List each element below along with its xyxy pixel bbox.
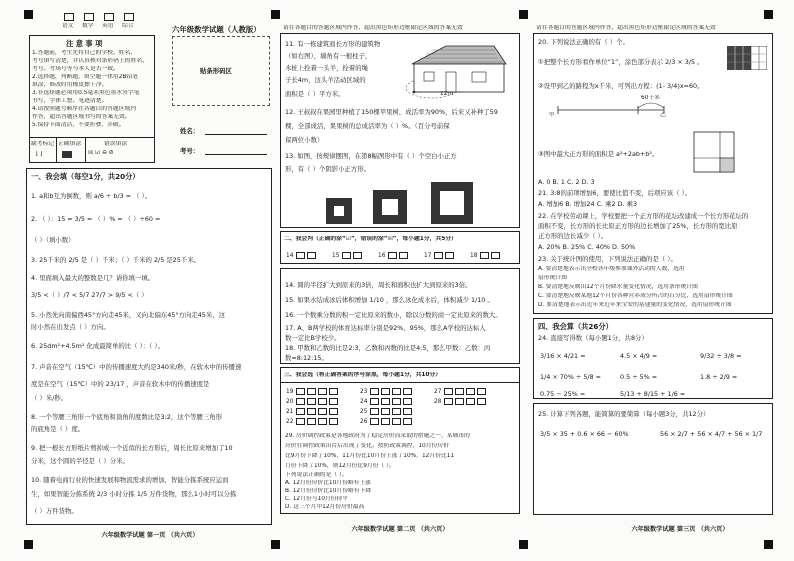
option-line: C. 要清楚地反映某地12个月份各种营养成分所占的百分比，选用扇形统计图	[538, 293, 733, 299]
option-line: A. 要清楚地表示出全校各年级参加课外活动的人数，选用	[538, 266, 685, 272]
correct-fill-label: 正确填涂	[58, 141, 82, 147]
question-line: 房价在调控政策出台后出现了变化。按照政策调控，10月份房价	[285, 443, 449, 449]
diagram-label: 60千米	[641, 95, 660, 101]
calc-item: 9/32 ÷ 3/8 =	[700, 352, 742, 360]
question-line: 4. 里面填入最大的整数是几？请你填一填。	[31, 274, 155, 282]
calc-item: 1.8 ÷ 2/9 =	[700, 373, 738, 381]
calc-item: 1/4 × 70% ÷ 5/8 =	[540, 373, 601, 381]
registration-mark	[519, 540, 528, 549]
calc-item: 0.75 − 25% =	[540, 390, 586, 398]
wrong-fill-label: 错误填涂	[104, 141, 128, 147]
area-banner: 请在各题目的答题区域内作答，超出黑色矩形边框限定区域的答案无效	[283, 25, 463, 31]
option-line: D. 这三个月中12月份房价最高	[285, 504, 365, 510]
question-line: 21. 3:8的前项增加6，要使比值不变，后项应该（ ）。	[538, 189, 692, 197]
subquestion-title: 25. 计算下列各题，能简算的要简算（每小题3分，共12分）	[538, 410, 710, 418]
subject-label: 综合	[122, 23, 134, 29]
instruction-line: 3.非选择题必须用0.5毫米黑色墨水签字笔	[32, 90, 140, 96]
instruction-line: 1.答题前，考生先将自己的学校、姓名、	[32, 50, 137, 56]
wall-length-label: 12m	[440, 91, 454, 97]
page-footer: 六年级数学试题 第二页 （共六页）	[351, 526, 449, 533]
option-line: D. 要清楚地表示出近年来近年来宝安的基建量的变化情况，选用扇形统计图	[538, 302, 732, 308]
question-line: 正方形的边长减少（ ）。	[538, 232, 608, 240]
barcode-area-label: 贴条形码区	[200, 67, 232, 75]
registration-mark	[271, 10, 280, 19]
registration-mark	[271, 540, 280, 549]
question-line: 木桩上拴着一头羊，拴着的绳	[285, 64, 369, 72]
exam-no-label: 考号：	[180, 147, 200, 155]
judge-cell[interactable]: 15	[332, 252, 363, 260]
option-line: C. 12月份与10月份持平	[285, 496, 349, 502]
question-line: 时小然在出发点（ ）方向。	[31, 323, 110, 331]
subject-box[interactable]	[64, 13, 74, 21]
choice-cell[interactable]: 21	[286, 408, 339, 416]
pattern-blank	[334, 206, 344, 216]
question-line: 数=8:12:15。	[285, 354, 328, 362]
question-line: 22. 在学校劳动课上，学校要把一个正方形的花坛改建成一个长方形花坛的	[538, 212, 749, 220]
divider	[56, 137, 57, 163]
option-line: A. 0 B. 1 C. 2 D. 3	[538, 178, 595, 186]
question-line: 3. 25千米的 2/5 是（ ）千米；（ ）千米的 2/5 是25千米。	[31, 256, 200, 264]
question-line: 5. 小然先向南偏西45°方向走45米，又向北偏东45°方向走45米，这	[31, 311, 226, 319]
question-line: 16. 一个数乘分数的积一定比原来的数小，除以分数的商一定比原来的数大。	[285, 311, 502, 319]
instruction-line: 5.保持卡面清洁，不要折叠、弄破。	[32, 122, 125, 128]
subject-box[interactable]	[124, 13, 134, 21]
question-line: （ ）米/秒。	[31, 394, 68, 402]
question-line: 11. 有一栋建筑面长方形的建筑物	[285, 40, 381, 48]
option-line: 扇形统计图	[538, 275, 567, 281]
instruction-line: 2.选择题，判断题，填空题一律用2B铅笔	[32, 74, 138, 80]
choice-cell[interactable]: 19	[286, 388, 339, 396]
question-line: 3/5 <（ ）/7 < 5/7 27/7 > 9/5 <（ ）	[31, 291, 148, 299]
judge-cell[interactable]: 16	[378, 252, 409, 260]
calc-item: 3/5 × 35 + 0.6 × 66 − 60%	[540, 430, 629, 438]
instruction-line: 填涂，修改时用橡皮擦干净。	[32, 82, 108, 88]
question-line: 1. a和b互为倒数，则 a/6 ÷ b/3 = （ ）。	[31, 192, 152, 200]
question-line: 月份下降了10%，则12月份比9月份（ ）。	[285, 463, 395, 469]
question-line: 7. 声音在空气（15℃）中的传播速度大约是340米/秒，在软木中的传播速	[31, 363, 242, 371]
question-line: 2. （ ）：15 = 3/5 = （ ）% = （ ）÷60 =	[31, 215, 161, 223]
question-line: 14. 圆的半径扩大到原来的3倍，周长和面积也扩大到原来的3倍。	[285, 281, 472, 289]
filled-sample-icon	[62, 151, 72, 158]
question-line: ②设甲到乙的路程为x千米，可列出方程：(1- 3/4)x=60。	[538, 82, 704, 90]
subject-box[interactable]	[84, 13, 94, 21]
pattern-blank	[381, 198, 399, 216]
square-area-figure	[692, 130, 736, 174]
house-illustration	[402, 38, 516, 100]
instruction-line: 4.请按照题号顺序在各题目的答题区域内	[32, 106, 137, 112]
question-line: 面积是（ ）平方米。	[285, 90, 345, 98]
section-title: 二、我会判（正确的涂“☑”，错误的涂“☒”，每小题1分，共5分）	[284, 236, 457, 242]
question-line: 13. 如图，按规律摆图，在第8幅图形中有（ ）个空白小正方	[285, 152, 457, 160]
judge-cell[interactable]: 17	[424, 252, 455, 260]
question-line: ①把整个长方形看作单位“1”，涂色部分表示 2/3 × 3/5 。	[538, 58, 704, 66]
option-line: B. 12月份房价比10月份略有下降	[285, 488, 372, 494]
judge-cell[interactable]: 18	[470, 252, 501, 260]
choice-cell[interactable]: 28	[434, 398, 487, 406]
choice-cell[interactable]: 26	[360, 418, 413, 426]
question-line: 的底角是（ ）度。	[31, 425, 85, 433]
judge-cell[interactable]: 14	[286, 252, 317, 260]
page-footer: 六年级数学试题 第一页 （共六页）	[101, 532, 199, 539]
instruction-line: 作答，超出答题区域书写的答案无效。	[32, 114, 131, 120]
question-line: ③图中最大正方形的面积是 a²+2ab+b²。	[538, 150, 659, 158]
calc-item: 5/13 + 8/15 + 1/6 =	[620, 390, 686, 398]
choice-cell[interactable]: 20	[286, 398, 339, 406]
question-line: 6. 25dm²+4.5m² 化成最简单的比（ ）：（ ）。	[31, 342, 164, 350]
calc-item: 56 × 2/7 + 56 × 4/7 + 56 × 1/7	[660, 430, 763, 438]
diagram-label: 甲	[549, 112, 555, 118]
registration-mark	[519, 10, 528, 19]
question-line: 8. 一个等腰三角形一个底角和顶角的度数比是3:2，这个等腰三角形	[31, 413, 222, 421]
diagram-label: 乙	[660, 112, 666, 118]
instructions-title: 注 意 事 项	[66, 39, 103, 48]
question-line: 18. 甲数和乙数的比是2:3，乙数和丙数的比是4:5，那么甲数：乙数：丙	[285, 344, 491, 352]
fraction-grid-figure	[727, 46, 767, 70]
registration-mark	[764, 10, 773, 19]
question-line: 度是在空气（15℃）中的 23/17 ，声音在软木中的传播速度是	[31, 380, 210, 388]
subject-label: 语文	[62, 23, 74, 29]
question-line: 面积不变，长方形的长比原正方形的边长增加了25%，长方形的宽比原	[538, 222, 738, 230]
divider	[85, 137, 86, 163]
divider	[29, 137, 155, 138]
calc-item: 4.5 × 4/9 =	[620, 352, 658, 360]
subquestion-title: 24. 直接写得数（每小题1分，共8分）	[538, 334, 648, 342]
question-line: 比9月份下降了10%，11月份比10月份上涨了10%，12月份比11	[285, 453, 455, 459]
choice-cell[interactable]: 24	[360, 398, 413, 406]
question-line: 20. 下列说法正确的有（ ）个。	[538, 38, 629, 46]
choice-cell[interactable]: 25	[360, 408, 413, 416]
question-line: 下列说法正确的是（ ）。	[285, 472, 348, 478]
option-line: A. 20% B. 25% C. 40% D. 50%	[538, 243, 636, 251]
subject-box[interactable]	[104, 13, 114, 21]
instruction-line: 考号、考场号等与本人是否一致。	[32, 66, 119, 72]
option-line: A. 增加6 B. 增加24 C. 乘2 D. 乘3	[538, 200, 638, 208]
wrong-sample-icons: ☒ ☑ ⊖ ⊘	[88, 150, 114, 156]
choice-cell[interactable]: 27	[434, 388, 487, 396]
section-title: 三、我会选（将正确答案的序号涂黑，每小题1分，共10分）	[284, 372, 442, 378]
simplify-section-box	[533, 403, 773, 515]
section-title: 一、我会填（每空1分，共20分）	[31, 172, 140, 181]
question-line: （如右图），墙角有一根柱子，	[285, 52, 372, 60]
question-line: （ ）（填小数）	[31, 236, 75, 244]
exam-no-line[interactable]	[205, 154, 267, 155]
question-line: 23. 关于统计图的使用，下列说法正确的是（ ）。	[538, 255, 677, 263]
absent-mark[interactable]: [ ]	[36, 151, 43, 157]
choice-cell[interactable]: 23	[360, 388, 413, 396]
question-line: 17. A、B两学校的体育达标率分别是92%、95%，那么A学校的达标人	[285, 324, 486, 332]
question-line: 子长4m，这头羊活动区域的	[285, 76, 366, 84]
instruction-line: 考号填写清楚，并认真核对条形码上的姓名、	[32, 58, 148, 64]
calc-item: 0.5 ÷ 5% =	[620, 373, 658, 381]
absent-label: 缺考标记	[31, 141, 55, 147]
name-line[interactable]	[205, 134, 267, 135]
calc-item: 3/16 × 4/21 =	[540, 352, 586, 360]
registration-mark	[764, 540, 773, 549]
question-line: 9. 把一根长方形纸片剪掉成一个近似的长方形后，周长比原来增加了10	[31, 444, 233, 452]
option-line: A. 12月份房价比10月份略有上涨	[285, 480, 372, 486]
name-label: 姓名：	[180, 127, 200, 135]
area-banner: 请在各题目的答题区域内作答，超出黑色矩形边框限定区域的答案无效	[536, 25, 716, 31]
instruction-line: 书写，字体工整、笔迹清楚。	[32, 98, 108, 104]
page-footer: 六年级数学试题 第三页 （共六页）	[631, 526, 729, 533]
question-line: 数一定比B学校少。	[285, 334, 341, 342]
subject-label: 数学	[82, 23, 94, 29]
registration-mark	[24, 540, 33, 549]
section-title: 四、我会算（共26分）	[538, 322, 613, 331]
registration-mark	[24, 10, 33, 19]
question-line: 12. 王叔叔在果园里种植了150棵苹果树，成活率为90%，后来又补种了59	[285, 108, 498, 116]
question-line: 形，有（ ）个阴影小正方形。	[285, 165, 371, 173]
question-line: 10. 随着电商行业的快速发展和物流需求的增加，智能分拣系统应运而	[31, 476, 229, 484]
question-line: 分米，这个圆的半径是（ ）分米。	[31, 457, 129, 465]
pattern-blank	[439, 190, 465, 216]
question-line: 留两位小数）	[285, 136, 324, 144]
subject-label: 英语	[102, 23, 114, 29]
question-line: 29. 房价调控政策是各地政府为了稳定房价而采取的措施之一，某城市的	[285, 433, 470, 439]
exam-title: 六年级数学试题（人教版）	[172, 25, 261, 34]
choice-cell[interactable]: 22	[286, 418, 339, 426]
question-line: 15. 如果水结成冰后体积增加 1/10 ，那么冰化成水后，体积减少 1/10 。	[285, 296, 494, 304]
option-line: B. 要清楚地反映出12个月份降水量变化情况，选用条形统计图	[538, 284, 698, 290]
question-line: 棵，全部成活，果果树的总成活率为（ ）%。（百分号前保	[285, 122, 450, 130]
question-line: （ ）万件货物。	[31, 507, 78, 515]
question-line: 生，如果智能分拣系统 2/3 小时分拣 1/5 万件货物，那么1小时可以分拣	[31, 490, 237, 498]
